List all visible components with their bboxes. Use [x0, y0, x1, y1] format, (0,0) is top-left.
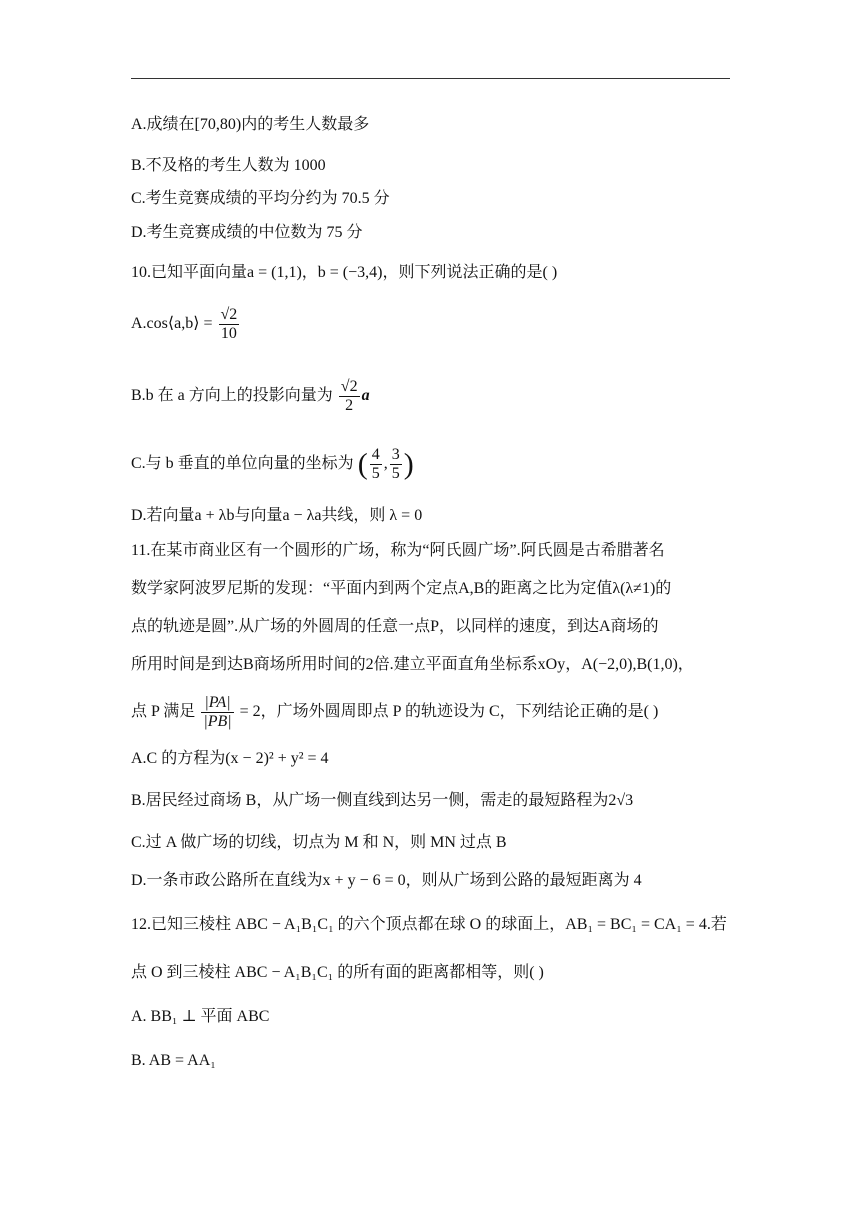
- option-9c: C.考生竞赛成绩的平均分约为 70.5 分: [131, 190, 390, 207]
- option-9d: D.考生竞赛成绩的中位数为 75 分: [131, 224, 363, 241]
- option-10d: D.若向量a + λb与向量a − λa共线，则 λ = 0: [131, 507, 423, 524]
- option-9b: B.不及格的考生人数为 1000: [131, 157, 326, 174]
- fraction-x: $\frac{4}{5}$: [371, 446, 380, 482]
- option-12a: A. BB₁ ⊥ 平面 ABC: [131, 1008, 270, 1025]
- question-10: 10.已知平面向量a = (1,1)，b = (−3,4)，则下列说法正确的是( ): [131, 264, 558, 281]
- question-11-line4: 所用时间是到达B商场所用时间的2倍.建立平面直角坐标系xOy，A(−2,0),B(1,0)，: [131, 656, 694, 673]
- header-rule: [131, 78, 730, 79]
- fraction-y: $\frac{3}{5}$: [391, 446, 400, 482]
- option-12b: B. AB = AA₁: [131, 1052, 216, 1069]
- question-11-line2: 数学家阿波罗尼斯的发现：“平面内到两个定点A,B的距离之比为定值λ(λ≠1)的: [131, 580, 672, 597]
- option-10c: C.与 b 垂直的单位向量的坐标为 ( $\frac{4}{5}$ , $\frac{3}{5}$ ): [131, 446, 414, 482]
- fraction-cos: $\frac{√2}{10}$: [220, 306, 238, 342]
- option-10b: B.b 在 a 方向上的投影向量为 $\frac{√2}{2}$ a: [131, 378, 370, 414]
- option-11c: C.过 A 做广场的切线，切点为 M 和 N，则 MN 过点 B: [131, 834, 507, 851]
- option-11d: D.一条市政公路所在直线为x + y − 6 = 0，则从广场到公路的最短距离为 4: [131, 872, 642, 889]
- question-12-line1: 12.已知三棱柱 ABC − A₁B₁C₁ 的六个顶点都在球 O 的球面上，AB₁ = BC₁ = CA₁ = 4.若: [131, 916, 727, 933]
- option-11b: B.居民经过商场 B，从广场一侧直线到达另一侧，需走的最短路程为2√3: [131, 792, 634, 809]
- option-10a: A.cos⟨a,b⟩ = $\frac{√2}{10}$: [131, 306, 238, 342]
- option-11a: A.C 的方程为(x − 2)² + y² = 4: [131, 750, 329, 767]
- option-9a: A.成绩在[70,80)内的考生人数最多: [131, 116, 370, 133]
- question-11-line3: 点的轨迹是圆”.从广场的外圆周的任意一点P，以同样的速度，到达A商场的: [131, 618, 659, 635]
- question-11-line1: 11.在某市商业区有一个圆形的广场，称为“阿氏圆广场”.阿氏圆是古希腊著名: [131, 542, 665, 559]
- question-11-line5: 点 P 满足 $\frac{|PA|}{|PB|}$ = 2，广场外圆周即点 P 的轨迹设为 C，下列结论正确的是( ): [131, 694, 659, 730]
- fraction-projection: $\frac{√2}{2}$: [340, 378, 358, 414]
- fraction-ratio: $\frac{|PA|}{|PB|}$: [203, 694, 232, 730]
- question-12-line2: 点 O 到三棱柱 ABC − A₁B₁C₁ 的所有面的距离都相等，则( ): [131, 964, 544, 981]
